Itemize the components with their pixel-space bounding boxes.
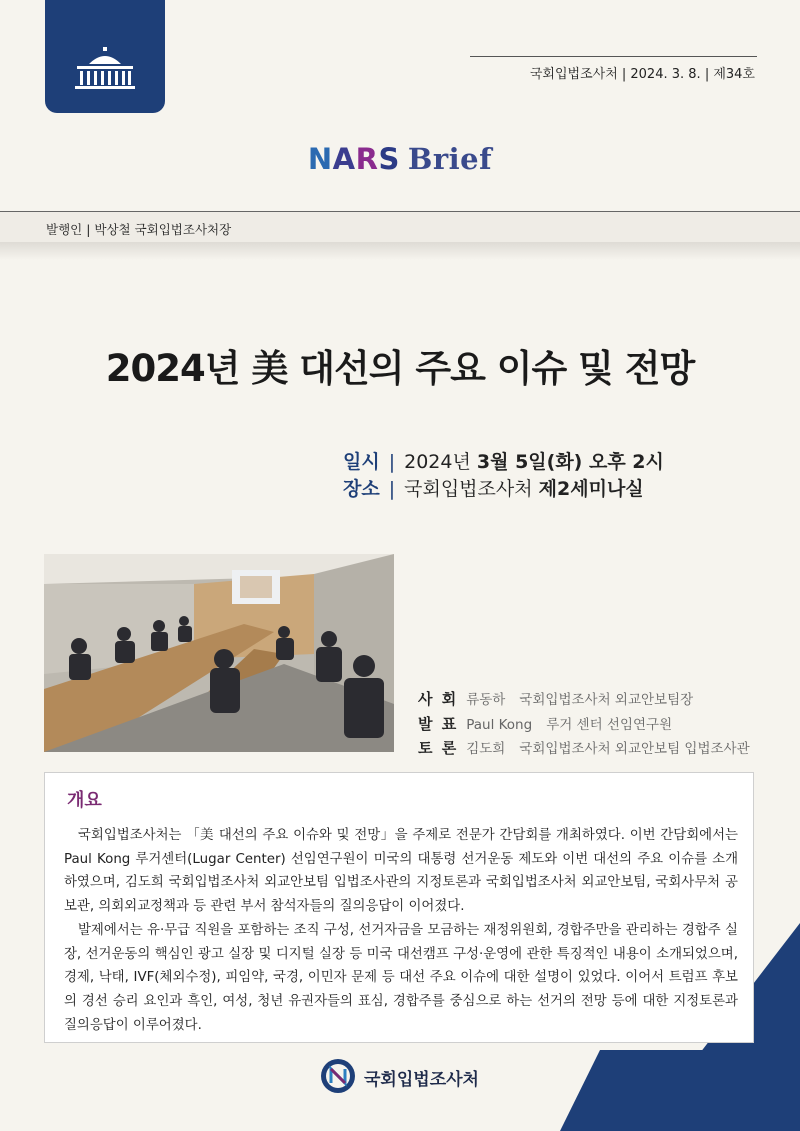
page-title: 2024년 美 대선의 주요 이슈 및 전망 — [105, 347, 695, 390]
header-emblem-tab — [45, 0, 165, 113]
footer-org-name: 국회입법조사처 — [364, 1070, 479, 1090]
summary-heading: 개요 — [67, 790, 102, 811]
nars-emblem-icon — [320, 1058, 356, 1094]
summary-paragraph-1: 국회입법조사처는 「美 대선의 주요 이슈와 및 전망」을 주제로 전문가 간담회를 개최하였다. 이번 간담회에서는 Paul Kong 루거센터(Lugar Center) 선임연구원이 미국의 대통령 선거운동 제도와 이번 대선의 주요 이슈를 소개하였으며, 김도희 국회입법조사처 외교안보팀 입법조사관의 지정토론과 국회입법조사처 외교안보팀, 국회사무처 공보관, 의회외교정책과 등 관련 부서 참석자들의 질의응답이 이어졌다. — [64, 828, 738, 915]
seminar-photo — [44, 554, 394, 752]
publisher-text: 발행인 | 박상철 국회입법조사처장 — [46, 222, 232, 237]
nars-brief-logo: NARS Brief — [307, 142, 493, 176]
role-discussant: 토 론 김도희 국회입법조사처 외교안보팀 입법조사관 — [418, 739, 750, 757]
role-presenter: 발 표 Paul Kong 루거 센터 선임연구원 — [418, 715, 673, 733]
publisher-band — [0, 212, 800, 242]
national-assembly-building-icon — [71, 44, 139, 90]
role-moderator: 사 회 류동하 국회입법조사처 외교안보팀장 — [418, 690, 694, 708]
summary-paragraph-2: 발제에서는 유·무급 직원을 포함하는 조직 구성, 선거자금을 모금하는 재정위원회, 경합주만을 관리하는 경합주 실장, 선거운동의 핵심인 광고 실장 및 디지털 실장 등 미국 대선캠프 구성·운영에 관한 특징적인 내용이 소개되었으며, 경제, 낙태, IVF(체외수정), 피임약, 국경, 이민자 문제 등 대선 주요 이슈에 대한 설명이 있었다. 이어서 트럼프 후보의 경선 승리 요인과 흑인, 여성, 청년 유권자들의 표심, 경합주를 중심으로 하는 선거의 전망 등에 대한 지정토론과 질의응답이 이루어졌다. — [64, 922, 738, 1033]
decorative-triangle-bottom — [560, 1050, 800, 1131]
meta-date: 일시 | 2024년 3월 5일(화) 오후 2시 — [343, 451, 664, 473]
band-shadow — [0, 242, 800, 260]
meta-place: 장소 | 국회입법조사처 제2세미나실 — [343, 478, 644, 500]
summary-box — [44, 772, 754, 1043]
issue-info: 국회입법조사처 | 2024. 3. 8. | 제34호 — [529, 67, 755, 82]
header-rule — [470, 56, 757, 57]
